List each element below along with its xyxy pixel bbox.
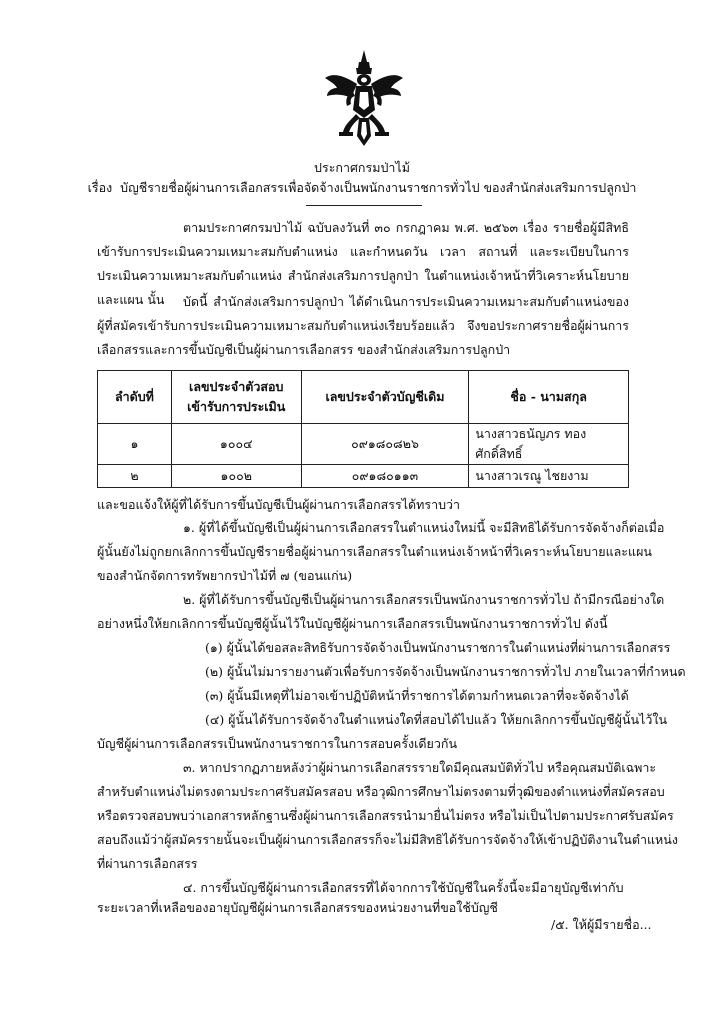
item-3-line-5: ที่ผ่านการเลือกสรร xyxy=(97,856,198,871)
item-3-line-1: ๓. หากปรากฏภายหลังว่าผู้ผ่านการเลือกสรรรายใดมีคุณสมบัติทั่วไป หรือคุณสมบัติเฉพาะ xyxy=(183,760,657,775)
subject-label: เรื่อง xyxy=(87,180,113,195)
cell-order: ๑ xyxy=(98,424,172,465)
item-2-sub-3: (๓) ผู้นั้นมีเหตุที่ไม่อาจเข้าปฏิบัติหน้าที่ราชการได้ตามกำหนดเวลาที่จะจัดจ้างได้ xyxy=(205,688,629,703)
item-2-sub-2: (๒) ผู้นั้นไม่มารายงานตัวเพื่อรับการจัดจ้างเป็นพนักงานราชการทั่วไป ภายในเวลาที่กำหนด xyxy=(205,664,686,679)
item-2-sub-4-line-2: บัญชีผู้ผ่านการเลือกสรรเป็นพนักงานราชการในการสอบครั้งเดียวกัน xyxy=(97,736,457,751)
header-old-account-id: เลขประจำตัวบัญชีเดิม xyxy=(301,371,469,424)
item-3-line-3: หรือตรวจสอบพบว่าเอกสารหลักฐานซึ่งผู้ผ่านการเลือกสรรนำมายื่นไม่ตรง หรือไม่เป็นไปตามประกาศรับสมัคร xyxy=(97,808,674,823)
cell-order: ๒ xyxy=(98,465,172,488)
item-2-sub-1: (๑) ผู้นั้นได้ขอสละสิทธิรับการจัดจ้างเป็นพนักงานราชการในตำแหน่งที่ผ่านการเลือกสรร xyxy=(205,640,671,655)
announcement-subject xyxy=(0,178,724,198)
header-name: ชื่อ - นามสกุล xyxy=(469,371,629,424)
table-row xyxy=(98,424,629,465)
cell-exam-id: ๑๐๐๒ xyxy=(171,465,301,488)
table-row xyxy=(98,465,629,488)
candidate-table xyxy=(97,370,629,488)
notice-line: และขอแจ้งให้ผู้ที่ได้รับการขึ้นบัญชีเป็นผู้ผ่านการเลือกสรรได้ทราบว่า xyxy=(97,497,461,512)
continuation-note: /๕. ให้ผู้มีรายชื่อ... xyxy=(551,917,652,932)
announcement-title: ประกาศกรมป่าไม้ xyxy=(314,160,410,175)
subject-text: บัญชีรายชื่อผู้ผ่านการเลือกสรรเพื่อจัดจ้างเป็นพนักงานราชการทั่วไป ของสำนักส่งเสริมการปลูกป่า xyxy=(120,180,637,195)
title-divider xyxy=(306,205,422,206)
header-exam-id xyxy=(171,371,301,424)
item-4-line-1: ๔. การขึ้นบัญชีผู้ผ่านการเลือกสรรที่ได้จากการใช้บัญชีในครั้งนี้จะมีอายุบัญชีเท่ากับ xyxy=(183,880,624,895)
garuda-emblem xyxy=(323,48,405,148)
item-1-line-3: ของสำนักจัดการทรัพยากรป่าไม้ที่ ๗ (ขอนแก่น) xyxy=(97,568,353,583)
cell-old-account-id: ๐๙๑๘๐๑๑๓ xyxy=(301,465,469,488)
item-2-line-2: อย่างหนึ่งให้ยกเลิกการขึ้นบัญชีผู้นั้นไว้ในบัญชีผู้ผ่านการเลือกสรรเป็นพนักงานราชการทั่วไป ดังนี้ xyxy=(97,616,608,631)
item-1-line-1: ๑. ผู้ที่ได้ขึ้นบัญชีเป็นผู้ผ่านการเลือกสรรในตำแหน่งใหม่นี้ จะมีสิทธิได้รับการจัดจ้างก็ต่อเมื่อ xyxy=(183,520,665,535)
intro-paragraph-2: บัดนี้ สำนักส่งเสริมการปลูกป่า ได้ดำเนินการประเมินความเหมาะสมกับตำแหน่งของผู้ที่สมัครเข้ารับการประเมินความเหมาะสมกับตำแหน่งเรียบร้อยแล้ว จึงขอประกาศรายชื่อผู้ผ่านการเลือกสรรและการขึ้นบัญชีเป็นผู้ผ่านการเลือกสรร ของสำนักส่งเสริมการปลูกป่า xyxy=(97,294,629,357)
intro-paragraph-1: ตามประกาศกรมป่าไม้ ฉบับลงวันที่ ๓๐ กรกฎาคม พ.ศ. ๒๕๖๓ เรื่อง รายชื่อผู้มีสิทธิเข้ารับการประเมินความเหมาะสมกับตำแหน่ง และกำหนดวัน เวลา สถานที่ และระเบียบในการประเมินความเหมาะสมกับตำแหน่ง สำนักส่งเสริมการปลูกป่า ในตำแหน่งเจ้าหน้าที่วิเคราะห์นโยบายและแผน นั้น xyxy=(97,220,629,307)
header-exam-id-line1: เลขประจำตัวสอบ xyxy=(189,379,284,394)
cell-old-account-id: ๐๙๑๘๐๘๒๖ xyxy=(301,424,469,465)
header-exam-id-line2: เข้ารับการประเมิน xyxy=(187,399,286,414)
item-4-line-2: ระยะเวลาที่เหลือของอายุบัญชีผู้ผ่านการเลือกสรรของหน่วยงานที่ขอใช้บัญชี xyxy=(97,900,498,915)
item-1-line-2: ผู้นั้นยังไม่ถูกยกเลิกการขึ้นบัญชีรายชื่อผู้ผ่านการเลือกสรรในตำแหน่งเจ้าหน้าที่วิเคราะห์นโยบายและแผน xyxy=(97,544,652,559)
item-3-line-4: สอบถึงแม้ว่าผู้สมัครรายนั้นจะเป็นผู้ผ่านการเลือกสรรก็จะไม่มีสิทธิได้รับการจัดจ้างให้เข้าปฏิบัติงานในตำแหน่ง xyxy=(97,832,678,847)
item-2-line-1: ๒. ผู้ที่ได้รับการขึ้นบัญชีเป็นผู้ผ่านการเลือกสรรเป็นพนักงานราชการทั่วไป ถ้ามีกรณีอย่างใด xyxy=(183,592,665,607)
item-3-line-2: สำหรับตำแหน่งไม่ตรงตามประกาศรับสมัครสอบ หรือวุฒิการศึกษาไม่ตรงตามที่วุฒิของตำแหน่งที่สมัครสอบ xyxy=(97,784,665,799)
table-header-row xyxy=(98,371,629,424)
header-order: ลำดับที่ xyxy=(98,371,172,424)
item-2-sub-4-line-1: (๔) ผู้นั้นได้รับการจัดจ้างในตำแหน่งใดที่สอบได้ไปแล้ว ให้ยกเลิกการขึ้นบัญชีผู้นั้นไว้ใน xyxy=(205,712,668,727)
cell-name: นางสาวเรณู ไชยงาม xyxy=(469,465,629,488)
cell-exam-id: ๑๐๐๔ xyxy=(171,424,301,465)
cell-name: นางสาวธนัญภร ทองศักดิ์สิทธิ์ xyxy=(469,424,629,465)
